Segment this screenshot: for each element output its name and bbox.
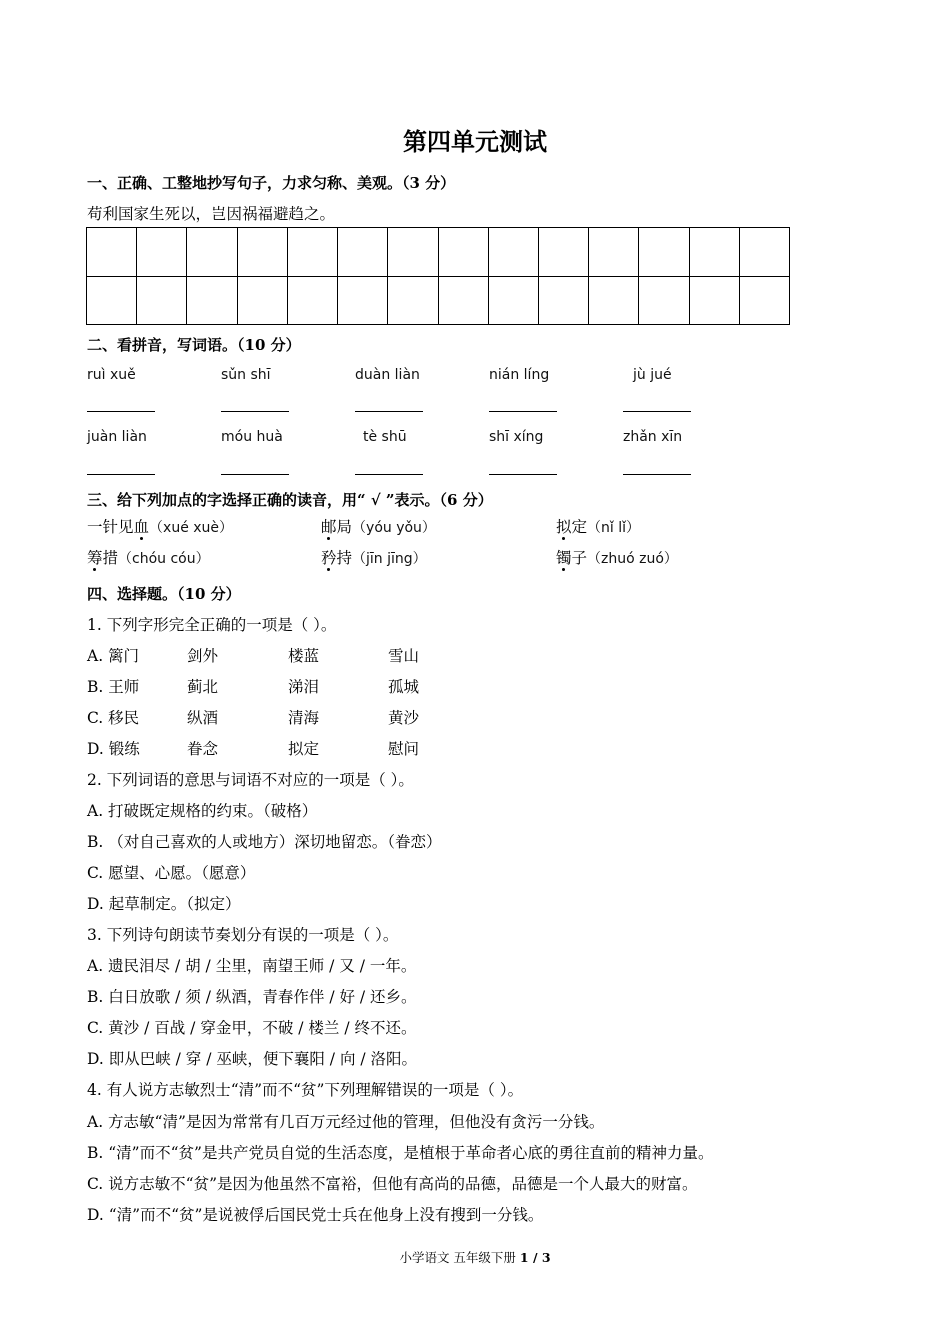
answer-blank[interactable] — [355, 411, 423, 412]
q1-option[interactable]: C. 移民 — [87, 709, 140, 727]
q2-option[interactable]: D. 起草制定。（拟定） — [87, 895, 241, 913]
q1-option-word: 楼蓝 — [288, 647, 320, 665]
page-footer — [0, 1248, 950, 1266]
q1-option-word: 黄沙 — [388, 709, 420, 727]
dotted-char: 筹 — [87, 549, 103, 567]
q1-option-word: 纵酒 — [187, 709, 219, 727]
q1-option-word: 慰问 — [388, 740, 420, 758]
reading-item[interactable] — [321, 546, 427, 568]
answer-blank[interactable] — [87, 411, 155, 412]
pinyin-item: móu huà — [221, 429, 283, 445]
q1-option-word: 雪山 — [388, 647, 420, 665]
reading-text: 子 — [571, 549, 588, 567]
reading-options: （chóu cóu） — [118, 551, 210, 567]
grid-cell[interactable] — [740, 277, 790, 326]
grid-cell[interactable] — [589, 228, 639, 277]
footer-text: 小学语文 五年级下册 — [399, 1250, 520, 1265]
reading-item[interactable] — [321, 515, 436, 537]
grid-cell[interactable] — [338, 277, 388, 326]
pinyin-item: tè shū — [363, 429, 407, 445]
reading-text: 定 — [571, 518, 588, 536]
reading-text: 措 — [102, 549, 119, 567]
answer-blank[interactable] — [355, 474, 423, 475]
q3-option[interactable]: A. 遗民泪尽 / 胡 / 尘里，南望王师 / 又 / 一年。 — [87, 957, 417, 975]
grid-cell[interactable] — [238, 277, 288, 326]
grid-cell[interactable] — [238, 228, 288, 277]
q1-option-word: 拟定 — [288, 740, 320, 758]
answer-blank[interactable] — [221, 474, 289, 475]
grid-cell[interactable] — [539, 228, 589, 277]
section-4-heading: 四、选择题。（10 分） — [87, 585, 241, 603]
grid-cell[interactable] — [740, 228, 790, 277]
grid-cell[interactable] — [187, 277, 237, 326]
dotted-char: 邮 — [321, 518, 337, 536]
reading-item[interactable] — [556, 515, 640, 537]
grid-cell[interactable] — [388, 228, 438, 277]
grid-cell[interactable] — [87, 228, 137, 277]
reading-options: （jīn jīng） — [352, 551, 427, 567]
reading-options: （nǐ lǐ） — [587, 520, 641, 536]
copy-sentence: 苟利国家生死以，岂因祸福避趋之。 — [87, 205, 336, 223]
q1-option-word: 涕泪 — [288, 678, 320, 696]
writing-grid[interactable] — [86, 227, 790, 325]
question-3: 3. 下列诗句朗读节奏划分有误的一项是（ ）。 — [87, 926, 399, 944]
grid-cell[interactable] — [439, 228, 489, 277]
grid-cell[interactable] — [338, 228, 388, 277]
q1-option-word: 孤城 — [388, 678, 420, 696]
pinyin-item: duàn liàn — [355, 367, 420, 383]
section-3-heading: 三、给下列加点的字选择正确的读音，用“ √ ”表示。（6 分） — [87, 491, 493, 509]
grid-cell[interactable] — [388, 277, 438, 326]
grid-cell[interactable] — [690, 277, 740, 326]
q3-option[interactable]: C. 黄沙 / 百战 / 穿金甲，不破 / 楼兰 / 终不还。 — [87, 1019, 417, 1037]
pinyin-item: nián líng — [489, 367, 550, 383]
grid-cell[interactable] — [489, 277, 539, 326]
answer-blank[interactable] — [623, 411, 691, 412]
q1-option[interactable]: B. 王师 — [87, 678, 140, 696]
dotted-char: 矜 — [321, 549, 337, 567]
pinyin-item: zhǎn xīn — [623, 429, 683, 445]
section-1-heading: 一、正确、工整地抄写句子，力求匀称、美观。（3 分） — [87, 174, 456, 192]
dotted-char: 拟 — [556, 518, 572, 536]
answer-blank[interactable] — [87, 474, 155, 475]
grid-cell[interactable] — [639, 277, 689, 326]
pinyin-item: shī xíng — [489, 429, 544, 445]
answer-blank[interactable] — [623, 474, 691, 475]
pinyin-item: jù jué — [633, 367, 672, 383]
grid-cell[interactable] — [137, 277, 187, 326]
grid-cell[interactable] — [690, 228, 740, 277]
reading-text: 持 — [336, 549, 353, 567]
answer-blank[interactable] — [489, 411, 557, 412]
q1-option-word: 蓟北 — [187, 678, 219, 696]
grid-cell[interactable] — [288, 228, 338, 277]
q2-option[interactable]: B. （对自己喜欢的人或地方）深切地留恋。（眷恋） — [87, 833, 442, 851]
grid-cell[interactable] — [539, 277, 589, 326]
q2-option[interactable]: C. 愿望、心愿。（愿意） — [87, 864, 256, 882]
grid-cell[interactable] — [589, 277, 639, 326]
q4-option[interactable]: C. 说方志敏不“贫”是因为他虽然不富裕，但他有高尚的品德，品德是一个人最大的财富。 — [87, 1175, 698, 1193]
page-number: 1 / 3 — [519, 1250, 551, 1265]
reading-item[interactable] — [556, 546, 678, 568]
q3-option[interactable]: B. 白日放歌 / 须 / 纵酒，青春作伴 / 好 / 还乡。 — [87, 988, 417, 1006]
reading-text: 局 — [336, 518, 353, 536]
q3-option[interactable]: D. 即从巴峡 / 穿 / 巫峡，便下襄阳 / 向 / 洛阳。 — [87, 1050, 418, 1068]
q1-option[interactable]: A. 篱门 — [87, 647, 140, 665]
reading-text: 一针见 — [87, 518, 134, 536]
dotted-char: 镯 — [556, 549, 572, 567]
pinyin-item: ruì xuě — [87, 367, 136, 383]
q2-option[interactable]: A. 打破既定规格的约束。（破格） — [87, 802, 318, 820]
page-title: 第四单元测试 — [403, 127, 547, 156]
pinyin-item: juàn liàn — [87, 429, 147, 445]
grid-cell[interactable] — [489, 228, 539, 277]
q1-option-word: 剑外 — [187, 647, 219, 665]
pinyin-item: sǔn shī — [221, 367, 271, 383]
question-4: 4. 有人说方志敏烈士“清”而不“贫”下列理解错误的一项是（ ）。 — [87, 1081, 524, 1099]
reading-options: （zhuó zuó） — [587, 551, 678, 567]
dotted-char: 血 — [133, 518, 150, 536]
q1-option[interactable]: D. 锻练 — [87, 740, 140, 758]
q4-option[interactable]: A. 方志敏“清”是因为常常有几百万元经过他的管理，但他没有贪污一分钱。 — [87, 1113, 605, 1131]
q4-option[interactable]: D. “清”而不“贫”是说被俘后国民党士兵在他身上没有搜到一分钱。 — [87, 1206, 544, 1224]
grid-cell[interactable] — [137, 228, 187, 277]
reading-item[interactable] — [87, 546, 210, 568]
section-2-heading: 二、看拼音，写词语。（10 分） — [87, 336, 301, 354]
answer-blank[interactable] — [489, 474, 557, 475]
grid-cell[interactable] — [87, 277, 137, 326]
answer-blank[interactable] — [221, 411, 289, 412]
q4-option[interactable]: B. “清”而不“贫”是共产党员自觉的生活态度，是植根于革命者心底的勇往直前的精神力量。 — [87, 1144, 714, 1162]
q1-option-word: 眷念 — [187, 740, 219, 758]
reading-options: （xué xuè） — [149, 520, 234, 536]
question-1: 1. 下列字形完全正确的一项是（ ）。 — [87, 616, 337, 634]
question-2: 2. 下列词语的意思与词语不对应的一项是（ ）。 — [87, 771, 414, 789]
grid-cell[interactable] — [439, 277, 489, 326]
grid-cell[interactable] — [288, 277, 338, 326]
reading-item[interactable] — [87, 515, 233, 537]
q1-option-word: 清海 — [288, 709, 320, 727]
grid-cell[interactable] — [187, 228, 237, 277]
reading-options: （yóu yǒu） — [352, 520, 436, 536]
grid-cell[interactable] — [639, 228, 689, 277]
